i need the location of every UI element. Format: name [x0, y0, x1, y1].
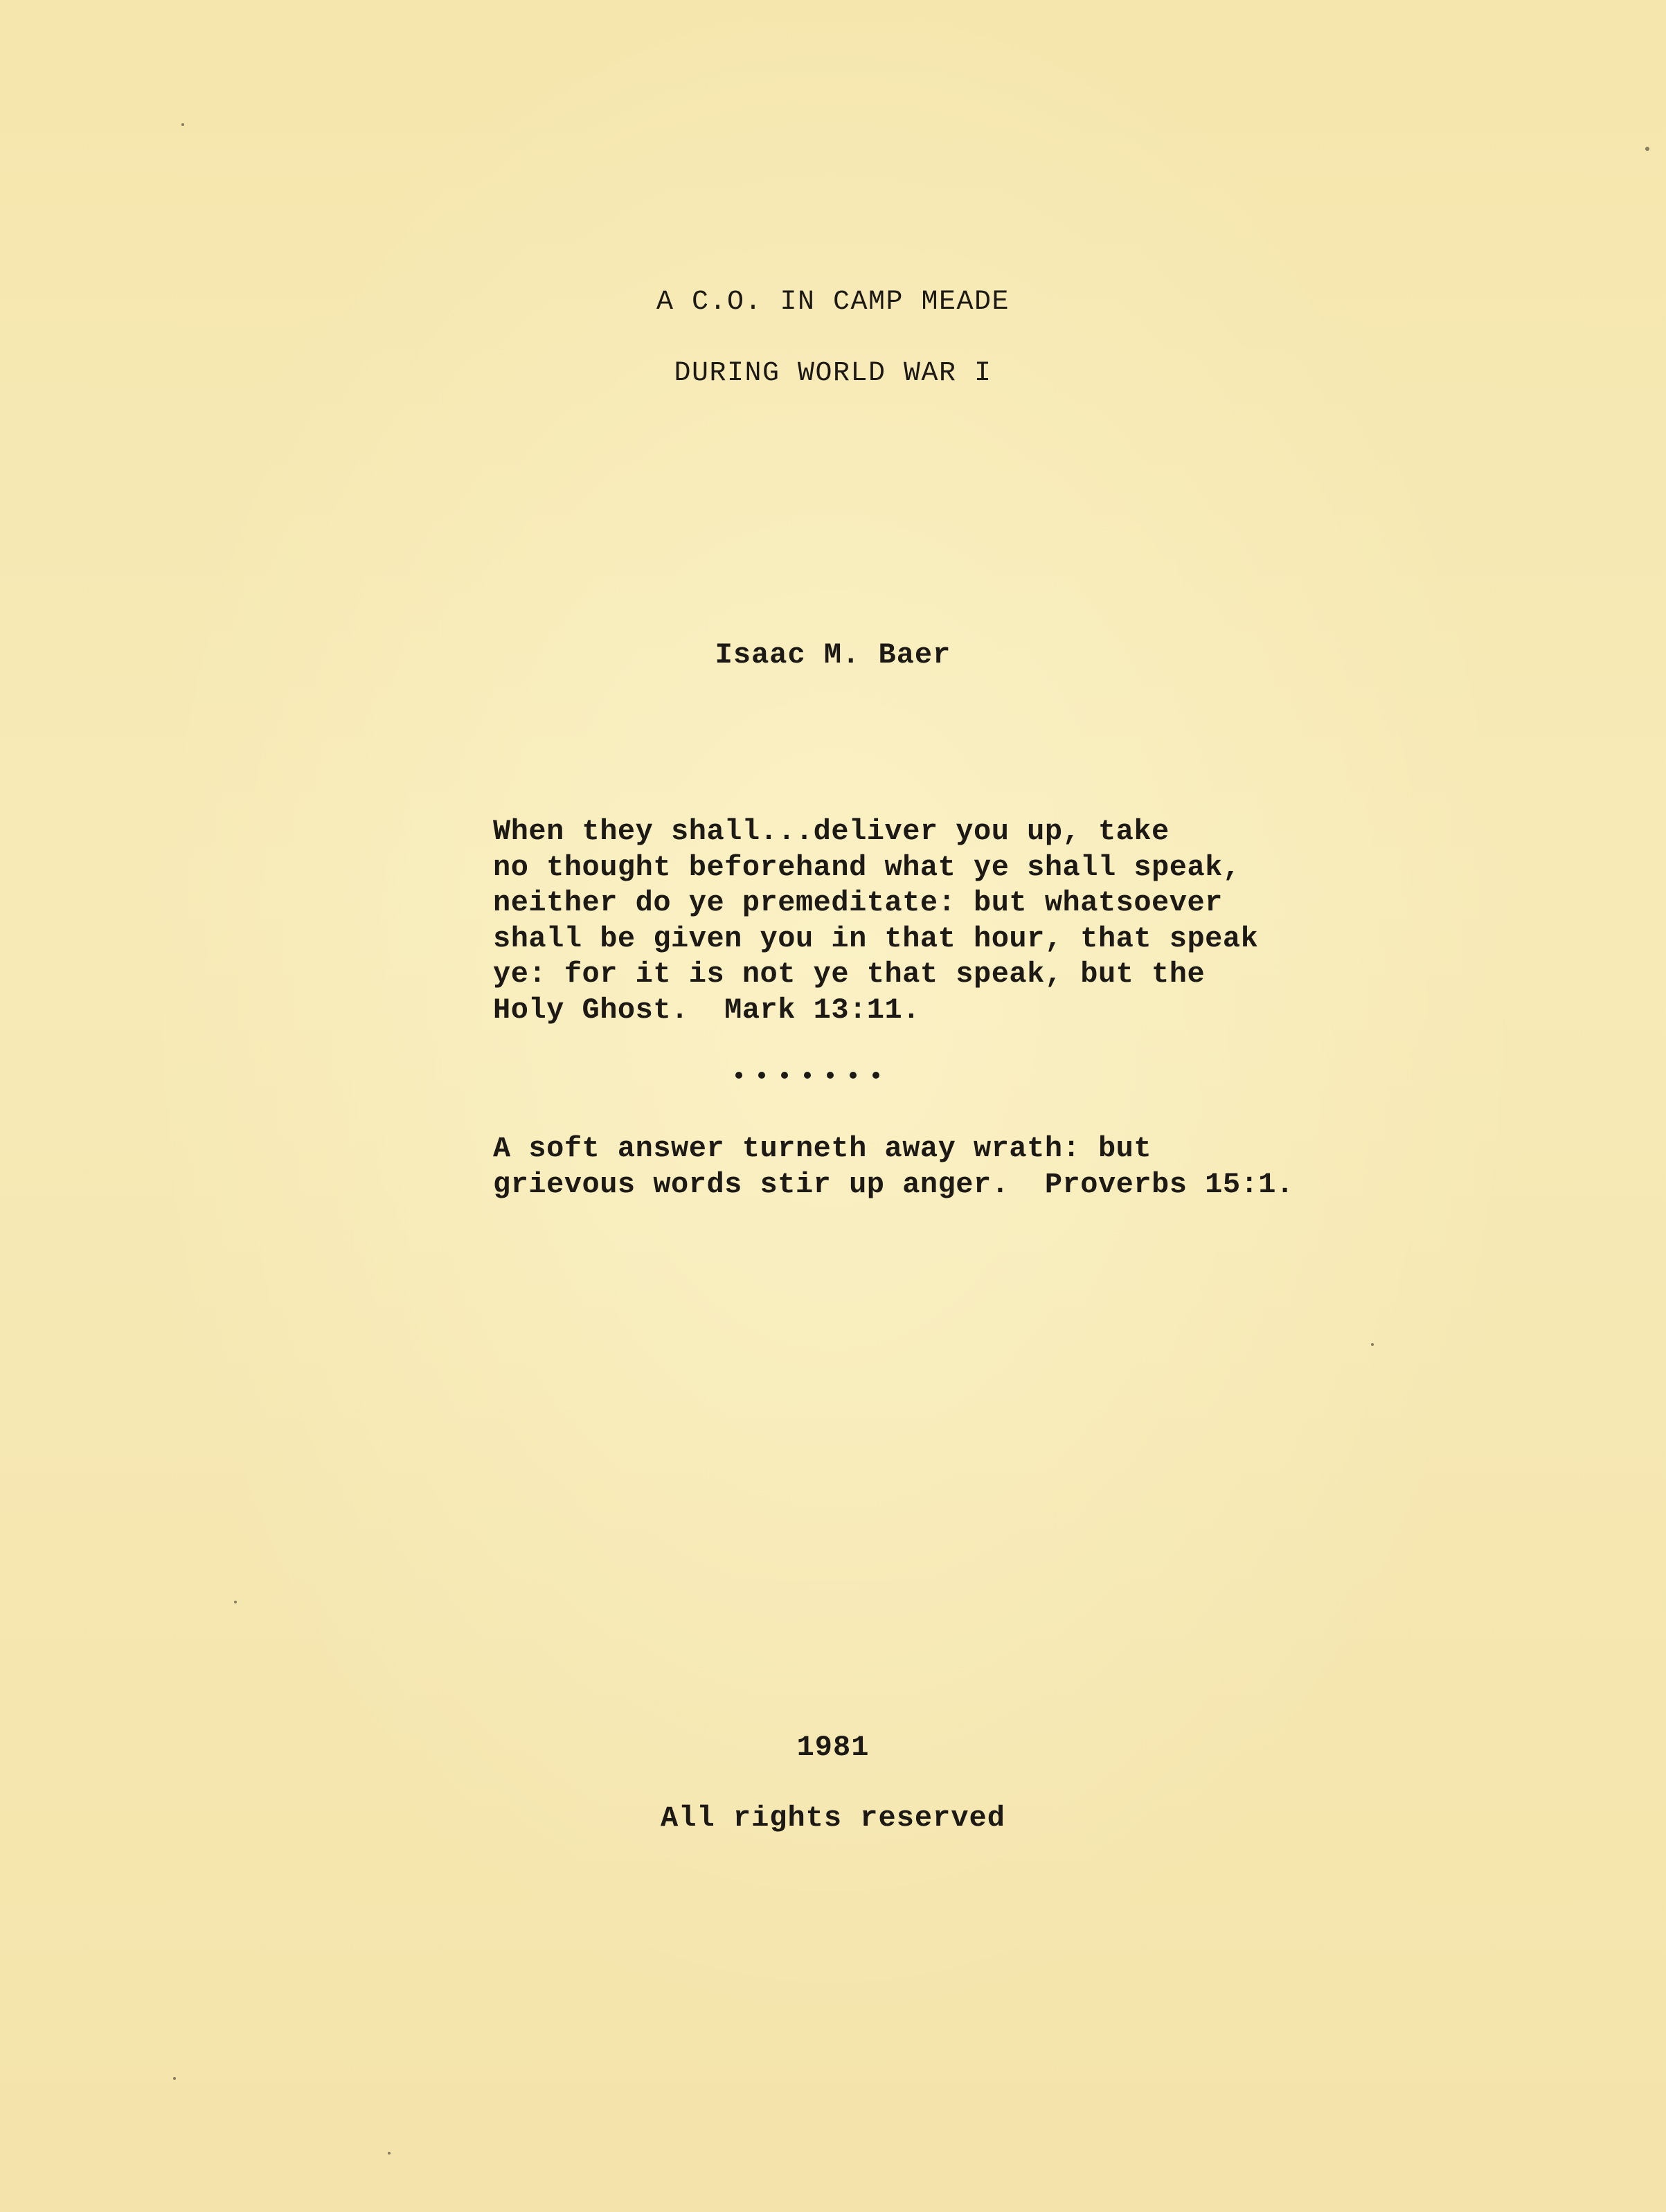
separator-dot: [872, 1072, 879, 1079]
separator-dot: [758, 1072, 765, 1079]
separator-dot: [735, 1072, 742, 1079]
separator-dots: [735, 1072, 879, 1079]
epigraph-proverbs: [493, 1131, 1294, 1203]
rights-notice: All rights reserved: [661, 1801, 1005, 1835]
epigraph-line: When they shall...deliver you up, take: [493, 815, 1170, 848]
separator-dot: [827, 1072, 834, 1079]
publication-year: 1981: [796, 1731, 870, 1764]
epigraph-line: neither do ye premeditate: but whatsoever: [493, 886, 1223, 919]
paper-speck: [388, 2152, 391, 2155]
epigraph-line: grievous words stir up anger. Proverbs 15:1.: [493, 1167, 1294, 1201]
epigraph-line: shall be given you in that hour, that speak: [493, 921, 1259, 955]
separator-dot: [781, 1072, 788, 1079]
epigraph-line: Holy Ghost. Mark 13:11.: [493, 993, 920, 1027]
title-line-2: DURING WORLD WAR I: [674, 358, 992, 389]
paper-speck: [1371, 1343, 1374, 1346]
separator-dot: [850, 1072, 857, 1079]
epigraph-line: no thought beforehand what ye shall speak,: [493, 850, 1241, 884]
paper-speck: [1645, 147, 1649, 151]
author-name: Isaac M. Baer: [715, 638, 951, 672]
epigraph-mark: [493, 814, 1258, 1028]
paper-speck: [181, 123, 184, 126]
paper-speck: [173, 2077, 176, 2080]
epigraph-line: ye: for it is not ye that speak, but the: [493, 957, 1206, 991]
separator-dot: [804, 1072, 811, 1079]
epigraph-line: A soft answer turneth away wrath: but: [493, 1132, 1152, 1165]
paper-speck: [234, 1601, 237, 1603]
title-line-1: A C.O. IN CAMP MEADE: [656, 287, 1010, 318]
